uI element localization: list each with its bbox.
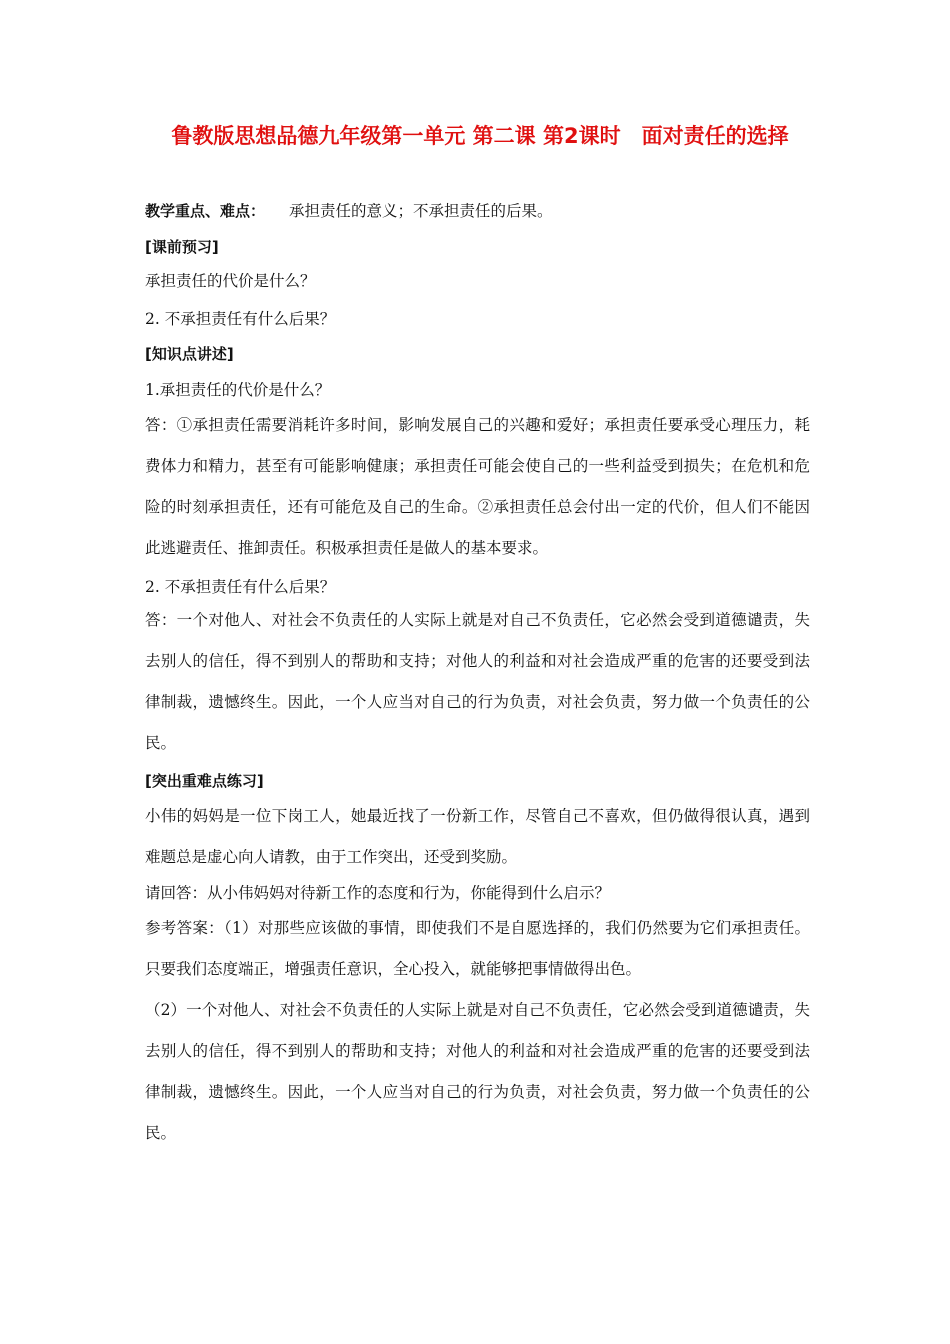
knowledge-question-2: 2. 不承担责任有什么后果？: [145, 578, 336, 596]
knowledge-question-1: 1.承担责任的代价是什么？: [145, 381, 331, 399]
practice-header: [突出重难点练习]: [145, 772, 264, 790]
preview-question-2: 2. 不承担责任有什么后果？: [145, 310, 336, 328]
focus-label: 教学重点、难点：: [145, 202, 266, 220]
knowledge-answer-1: 答：①承担责任需要消耗许多时间，影响发展自己的兴趣和爱好；承担责任要承受心理压力，耗费体力和精力，甚至有可能影响健康；承担责任可能会使自己的一些利益受到损失；在危机和危险的时刻承担责任，还有可能危及自己的生命。②承担责任总会付出一定的代价，但人们不能因此逃避责任、推卸责任。积极承担责任是做人的基本要求。: [145, 416, 810, 557]
focus-text: 承担责任的意义；不承担责任的后果。: [289, 202, 553, 220]
practice-story: 小伟的妈妈是一位下岗工人，她最近找了一份新工作，尽管自己不喜欢，但仍做得很认真，遇到难题总是虚心向人请教，由于工作突出，还受到奖励。: [145, 807, 810, 866]
focus-line: [145, 201, 553, 221]
practice-question: 请回答：从小伟妈妈对待新工作的态度和行为，你能得到什么启示？: [145, 884, 611, 902]
preview-question-1: 承担责任的代价是什么？: [145, 272, 316, 290]
preview-header: [课前预习]: [145, 238, 219, 256]
knowledge-header: [知识点讲述]: [145, 345, 234, 363]
document-title: 鲁教版思想品德九年级第一单元 第二课 第2课时 面对责任的选择: [171, 124, 789, 148]
reference-answer-1: 参考答案：（1）对那些应该做的事情，即使我们不是自愿选择的，我们仍然要为它们承担责任。只要我们态度端正，增强责任意识，全心投入，就能够把事情做得出色。: [145, 919, 810, 978]
knowledge-answer-2: 答：一个对他人、对社会不负责任的人实际上就是对自己不负责任，它必然会受到道德谴责，失去别人的信任，得不到别人的帮助和支持；对他人的利益和对社会造成严重的危害的还要受到法律制裁，遗憾终生。因此，一个人应当对自己的行为负责，对社会负责，努力做一个负责任的公民。: [145, 611, 810, 752]
reference-answer-2: （2）一个对他人、对社会不负责任的人实际上就是对自己不负责任，它必然会受到道德谴责，失去别人的信任，得不到别人的帮助和支持；对他人的利益和对社会造成严重的危害的还要受到法律制裁，遗憾终生。因此，一个人应当对自己的行为负责，对社会负责，努力做一个负责任的公民。: [145, 1001, 810, 1142]
